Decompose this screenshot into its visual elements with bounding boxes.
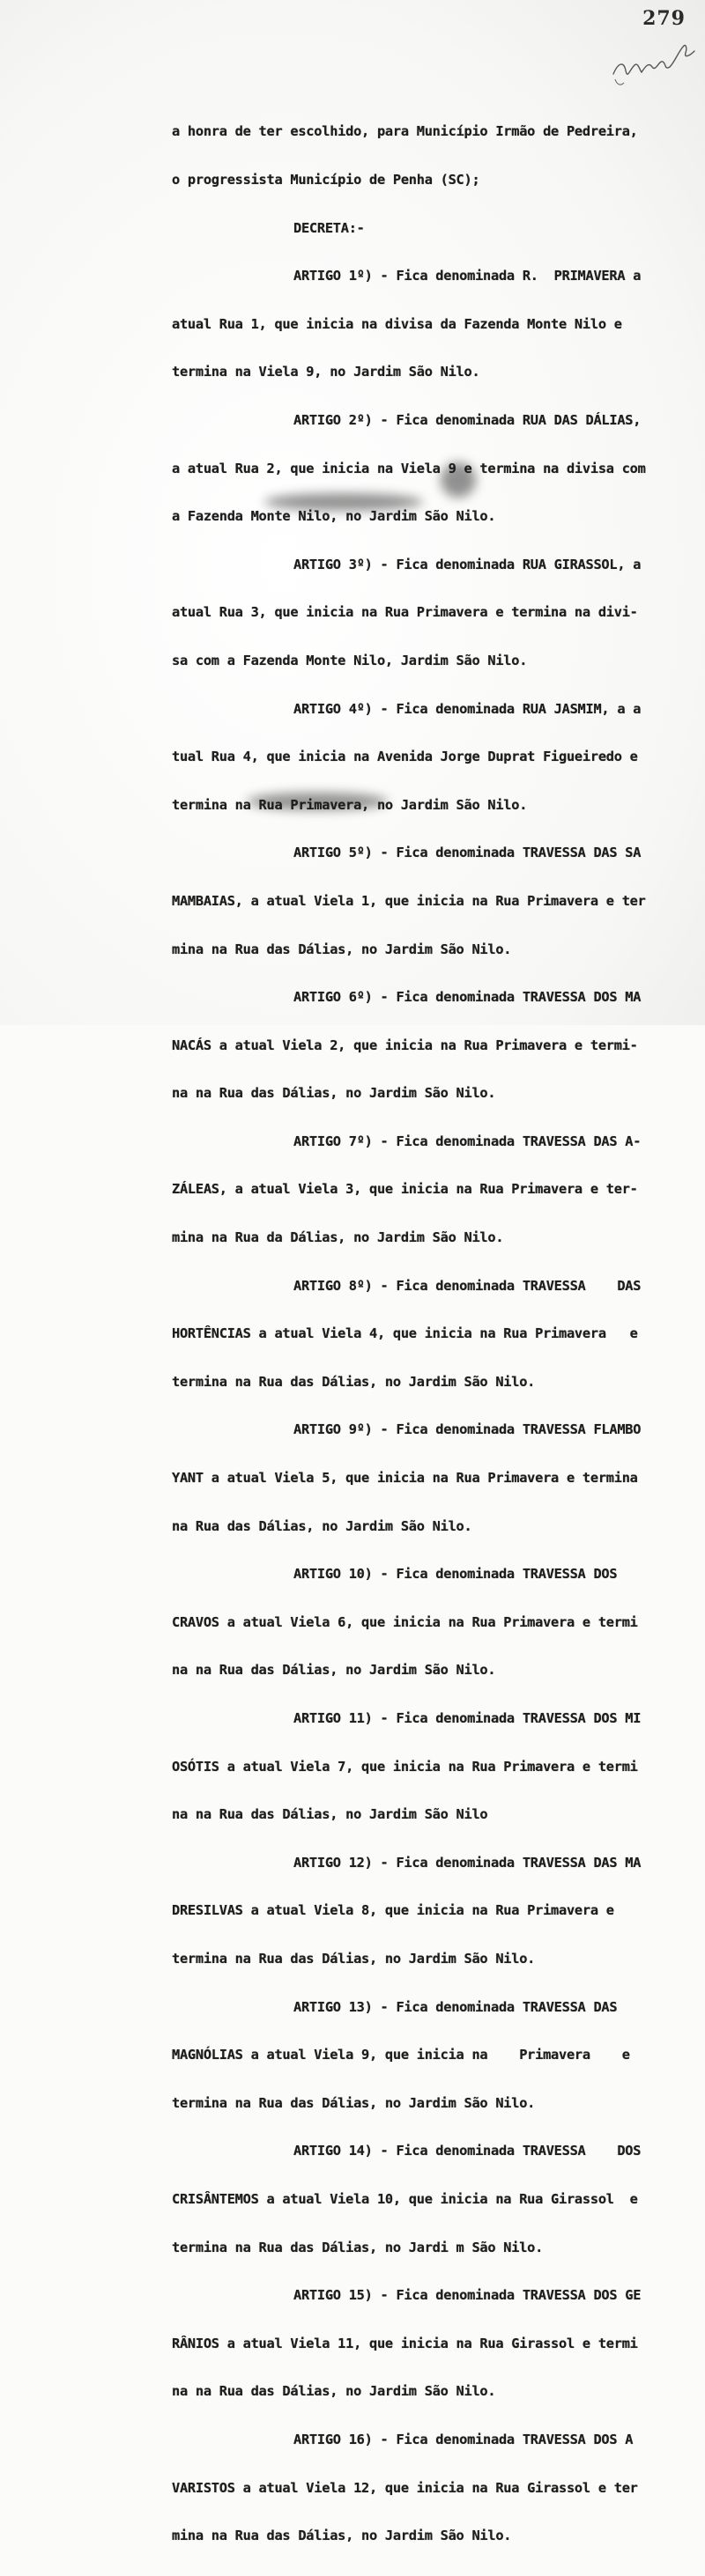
text-line: ZÁLEAS, a atual Viela 3, que inicia na Rua Primavera e ter-: [172, 1181, 638, 1198]
text-line: termina na Viela 9, no Jardim São Nilo.: [172, 364, 480, 380]
text-line: na na Rua das Dálias, no Jardim São Nilo.: [172, 1085, 496, 1102]
text-line: termina na Rua Primavera, no Jardim São Nilo.: [172, 796, 528, 813]
text-line: atual Rua 3, que inicia na Rua Primavera e termina na divi-: [172, 604, 638, 621]
article-heading: ARTIGO 15) - Fica denominada TRAVESSA DOS GE: [293, 2287, 642, 2304]
article-heading: ARTIGO 7º) - Fica denominada TRAVESSA DAS A-: [293, 1133, 642, 1149]
text-line: mina na Rua das Dálias, no Jardim São Nilo.: [172, 941, 512, 957]
article-heading: ARTIGO 14) - Fica denominada TRAVESSA DOS: [293, 2143, 642, 2159]
article-heading: ARTIGO 11) - Fica denominada TRAVESSA DOS MI: [293, 1710, 642, 1726]
text-line: sa com a Fazenda Monte Nilo, Jardim São Nilo.: [172, 652, 528, 668]
text-line: a atual Rua 2, que inicia na Viela 9 e termina na divisa com: [172, 460, 646, 476]
text-line: a Fazenda Monte Nilo, no Jardim São Nilo.: [172, 508, 496, 525]
text-line: atual Rua 1, que inicia na divisa da Fazenda Monte Nilo e: [172, 315, 622, 332]
text-line: termina na Rua das Dálias, no Jardi m São Nilo.: [172, 2239, 544, 2255]
text-line: o progressista Município de Penha (SC);: [172, 172, 480, 188]
text-line: tual Rua 4, que inicia na Avenida Jorge Duprat Figueiredo e: [172, 749, 638, 765]
article-heading: ARTIGO 6º) - Fica denominada TRAVESSA DOS MA: [293, 989, 642, 1006]
text-line: VARISTOS a atual Viela 12, que inicia na Rua Girassol e ter: [172, 2479, 638, 2496]
page-number: 279: [642, 7, 686, 30]
text-line: NACÁS a atual Viela 2, que inicia na Rua Primavera e termi-: [172, 1037, 638, 1053]
article-heading: ARTIGO 1º) - Fica denominada R. PRIMAVERA a: [293, 268, 642, 284]
text-line: na na Rua das Dálias, no Jardim São Nilo.: [172, 2383, 496, 2400]
text-line: MAMBAIAS, a atual Viela 1, que inicia na Rua Primavera e ter: [172, 892, 646, 909]
text-line: YANT a atual Viela 5, que inicia na Rua Primavera e termina: [172, 1470, 638, 1487]
article-heading: ARTIGO 4º) - Fica denominada RUA JASMIM, a a: [293, 700, 642, 717]
text-line: HORTÊNCIAS a atual Viela 4, que inicia na Rua Primavera e: [172, 1325, 638, 1342]
article-heading: ARTIGO 13) - Fica denominada TRAVESSA DAS: [293, 1998, 618, 2015]
article-heading: ARTIGO 9º) - Fica denominada TRAVESSA FLAMBO: [293, 1421, 642, 1438]
article-heading: ARTIGO 5º) - Fica denominada TRAVESSA DAS SA: [293, 845, 642, 861]
text-line: a honra de ter escolhido, para Município Irmão de Pedreira,: [172, 123, 638, 140]
text-line: mina na Rua das Dálias, no Jardim São Nilo.: [172, 2528, 512, 2544]
text-line: na na Rua das Dálias, no Jardim São Nilo: [172, 1806, 488, 1823]
handwritten-initials: [610, 35, 698, 97]
article-heading: ARTIGO 2º) - Fica denominada RUA DAS DÁLIAS,: [293, 411, 642, 428]
text-line: CRAVOS a atual Viela 6, que inicia na Rua Primavera e termi: [172, 1613, 638, 1630]
text-line: termina na Rua das Dálias, no Jardim São Nilo.: [172, 1950, 536, 1967]
text-line: termina na Rua das Dálias, no Jardim São Nilo.: [172, 1373, 536, 1390]
text-line: OSÓTIS a atual Viela 7, que inicia na Rua Primavera e termi: [172, 1758, 638, 1775]
text-line: termina na Rua das Dálias, no Jardim São Nilo.: [172, 2094, 536, 2111]
text-line: CRISÂNTEMOS a atual Viela 10, que inicia na Rua Girassol e: [172, 2190, 638, 2207]
decreta-heading: DECRETA:-: [293, 219, 365, 236]
article-heading: ARTIGO 16) - Fica denominada TRAVESSA DOS A: [293, 2431, 634, 2447]
article-heading: ARTIGO 12) - Fica denominada TRAVESSA DAS MA: [293, 1854, 642, 1871]
text-line: RÂNIOS a atual Viela 11, que inicia na Rua Girassol e termi: [172, 2335, 638, 2351]
text-line: na na Rua das Dálias, no Jardim São Nilo.: [172, 1662, 496, 1679]
text-line: na Rua das Dálias, no Jardim São Nilo.: [172, 1517, 472, 1534]
text-line: MAGNÓLIAS a atual Viela 9, que inicia na Primavera e: [172, 2047, 630, 2063]
decree-text: [172, 92, 665, 2576]
text-line: mina na Rua da Dálias, no Jardim São Nilo.: [172, 1229, 504, 1246]
article-heading: ARTIGO 3º) - Fica denominada RUA GIRASSOL, a: [293, 556, 642, 572]
text-line: DRESILVAS a atual Viela 8, que inicia na Rua Primavera e: [172, 1902, 614, 1919]
article-heading: ARTIGO 10) - Fica denominada TRAVESSA DOS: [293, 1566, 618, 1583]
article-heading: ARTIGO 8º) - Fica denominada TRAVESSA DAS: [293, 1277, 642, 1294]
